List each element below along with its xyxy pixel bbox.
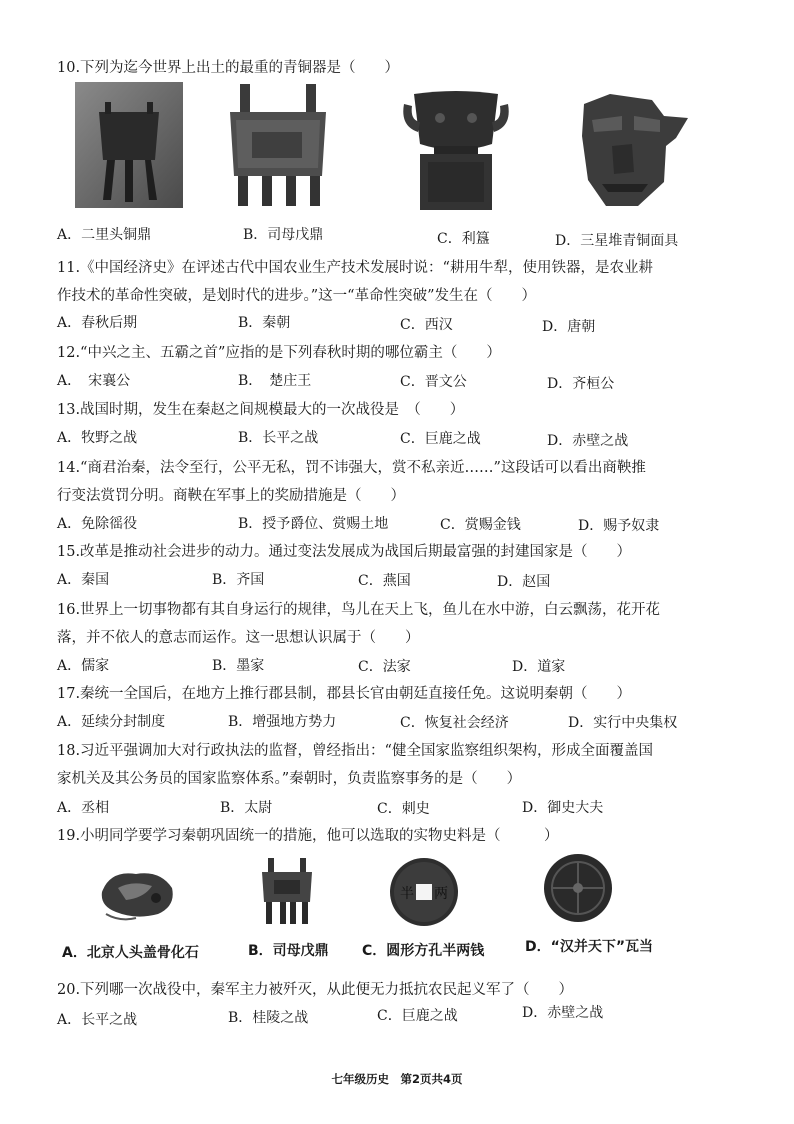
q13-option-a: A．牧野之战 xyxy=(57,430,138,446)
svg-text:两: 两 xyxy=(434,886,448,902)
q20-option-c: C．巨鹿之战 xyxy=(377,1008,458,1024)
q20-option-b: B．桂陵之战 xyxy=(228,1010,309,1026)
q20-option-a: A．长平之战 xyxy=(57,1012,138,1028)
q15-option-c: C．燕国 xyxy=(358,573,411,589)
q14-stem-line-1: 14.“商君治秦，法令至行，公平无私，罚不讳强大，赏不私亲近……”这段话可以看出商鞅推 xyxy=(57,460,646,476)
q14-option-d: D．赐予奴隶 xyxy=(578,518,660,534)
q16-option-b: B．墨家 xyxy=(212,658,265,674)
q10-option-c: C．利簋 xyxy=(437,231,490,247)
bronze-li-gui-image xyxy=(400,86,512,210)
sanxingdui-bronze-mask-image xyxy=(572,86,690,212)
q16-option-a: A．儒家 xyxy=(57,658,110,674)
han-tile-end-image xyxy=(542,852,614,924)
q17-option-d: D．实行中央集权 xyxy=(568,715,678,731)
q19-option-b: B．司母戊鼎 xyxy=(248,943,329,959)
q11-option-d: D．唐朝 xyxy=(542,319,596,335)
q18-stem-line-2: 家机关及其公务员的国家监察体系。”秦朝时，负责监察事务的是（ ） xyxy=(57,771,522,787)
q17-option-a: A．延续分封制度 xyxy=(57,714,166,730)
q19-option-d: D．“汉并天下”瓦当 xyxy=(525,939,654,955)
q10-option-b: B．司母戊鼎 xyxy=(243,227,324,243)
bronze-simuwu-ding-image xyxy=(222,80,334,208)
q19-option-c: C．圆形方孔半两钱 xyxy=(362,943,485,959)
q14-option-c: C．赏赐金钱 xyxy=(440,517,521,533)
q18-stem-line-1: 18.习近平强调加大对行政执法的监督，曾经指出：“健全国家监察组织架构，形成全面覆盖国 xyxy=(57,743,653,759)
q16-stem-line-2: 落，并不依人的意志而运作。这一思想认识属于（ ） xyxy=(57,630,420,646)
q13-option-d: D．赤壁之战 xyxy=(547,433,629,449)
q18-option-c: C．刺史 xyxy=(377,801,430,817)
banliang-coin-image xyxy=(388,856,460,928)
q16-option-d: D．道家 xyxy=(512,659,566,675)
q10-stem: 10.下列为迄今世界上出土的最重的青铜器是（ ） xyxy=(57,60,400,76)
q19-option-a: A．北京人头盖骨化石 xyxy=(62,945,199,961)
page-footer: 七年级历史 第2页共4页 xyxy=(331,1072,463,1086)
q11-option-b: B．秦朝 xyxy=(238,315,291,331)
q16-option-c: C．法家 xyxy=(358,659,411,675)
q15-option-a: A．秦国 xyxy=(57,572,110,588)
bronze-ding-erlitou-image xyxy=(75,82,183,208)
q15-stem: 15.改革是推动社会进步的动力。通过变法发展成为战国后期最富强的封建国家是（ ） xyxy=(57,544,632,560)
q11-option-a: A．春秋后期 xyxy=(57,315,138,331)
q17-option-c: C．恢复社会经济 xyxy=(400,715,509,731)
q18-option-b: B．太尉 xyxy=(220,800,273,816)
q18-option-d: D．御史大夫 xyxy=(522,800,604,816)
q11-stem-line-1: 11.《中国经济史》在评述古代中国农业生产技术发展时说：“耕用牛犁，使用铁器，是农业耕 xyxy=(57,260,653,276)
peking-man-skull-image xyxy=(96,862,178,924)
q17-stem: 17.秦统一全国后，在地方上推行郡县制，郡县长官由朝廷直接任免。这说明秦朝（ ） xyxy=(57,686,632,702)
q13-option-b: B．长平之战 xyxy=(238,430,319,446)
q11-stem-line-2: 作技术的革命性突破，是划时代的进步。”这一“革命性突破”发生在（ ） xyxy=(57,288,536,304)
q14-option-b: B．授予爵位、赏赐土地 xyxy=(238,516,389,532)
q12-option-b: B． 楚庄王 xyxy=(238,373,312,389)
q10-option-d: D．三星堆青铜面具 xyxy=(555,233,679,249)
q19-stem: 19.小明同学要学习秦朝巩固统一的措施，他可以选取的实物史料是（ ） xyxy=(57,828,559,844)
q15-option-b: B．齐国 xyxy=(212,572,265,588)
q13-stem: 13.战国时期，发生在秦赵之间规模最大的一次战役是 （ ） xyxy=(57,402,465,418)
simuwu-ding-small-image xyxy=(260,856,314,926)
q14-stem-line-2: 行变法赏罚分明。商鞅在军事上的奖励措施是（ ） xyxy=(57,488,405,504)
q12-option-d: D．齐桓公 xyxy=(547,376,615,392)
q11-option-c: C．西汉 xyxy=(400,317,453,333)
svg-text:半: 半 xyxy=(400,886,414,902)
q12-stem: 12.“中兴之主、五霸之首”应指的是下列春秋时期的哪位霸主（ ） xyxy=(57,345,501,361)
q16-stem-line-1: 16.世界上一切事物都有其自身运行的规律，鸟儿在天上飞，鱼儿在水中游，白云飘荡，花开花 xyxy=(57,602,661,618)
q20-option-d: D．赤壁之战 xyxy=(522,1005,604,1021)
q13-option-c: C．巨鹿之战 xyxy=(400,431,481,447)
q20-stem: 20.下列哪一次战役中，秦军主力被歼灭，从此便无力抵抗农民起义军了（ ） xyxy=(57,982,574,998)
q10-option-a: A．二里头铜鼎 xyxy=(57,227,152,243)
q17-option-b: B．增强地方势力 xyxy=(228,714,337,730)
q18-option-a: A．丞相 xyxy=(57,800,110,816)
q12-option-a: A． 宋襄公 xyxy=(57,373,131,389)
q14-option-a: A．免除徭役 xyxy=(57,516,138,532)
q15-option-d: D．赵国 xyxy=(497,574,551,590)
q12-option-c: C．晋文公 xyxy=(400,374,467,390)
